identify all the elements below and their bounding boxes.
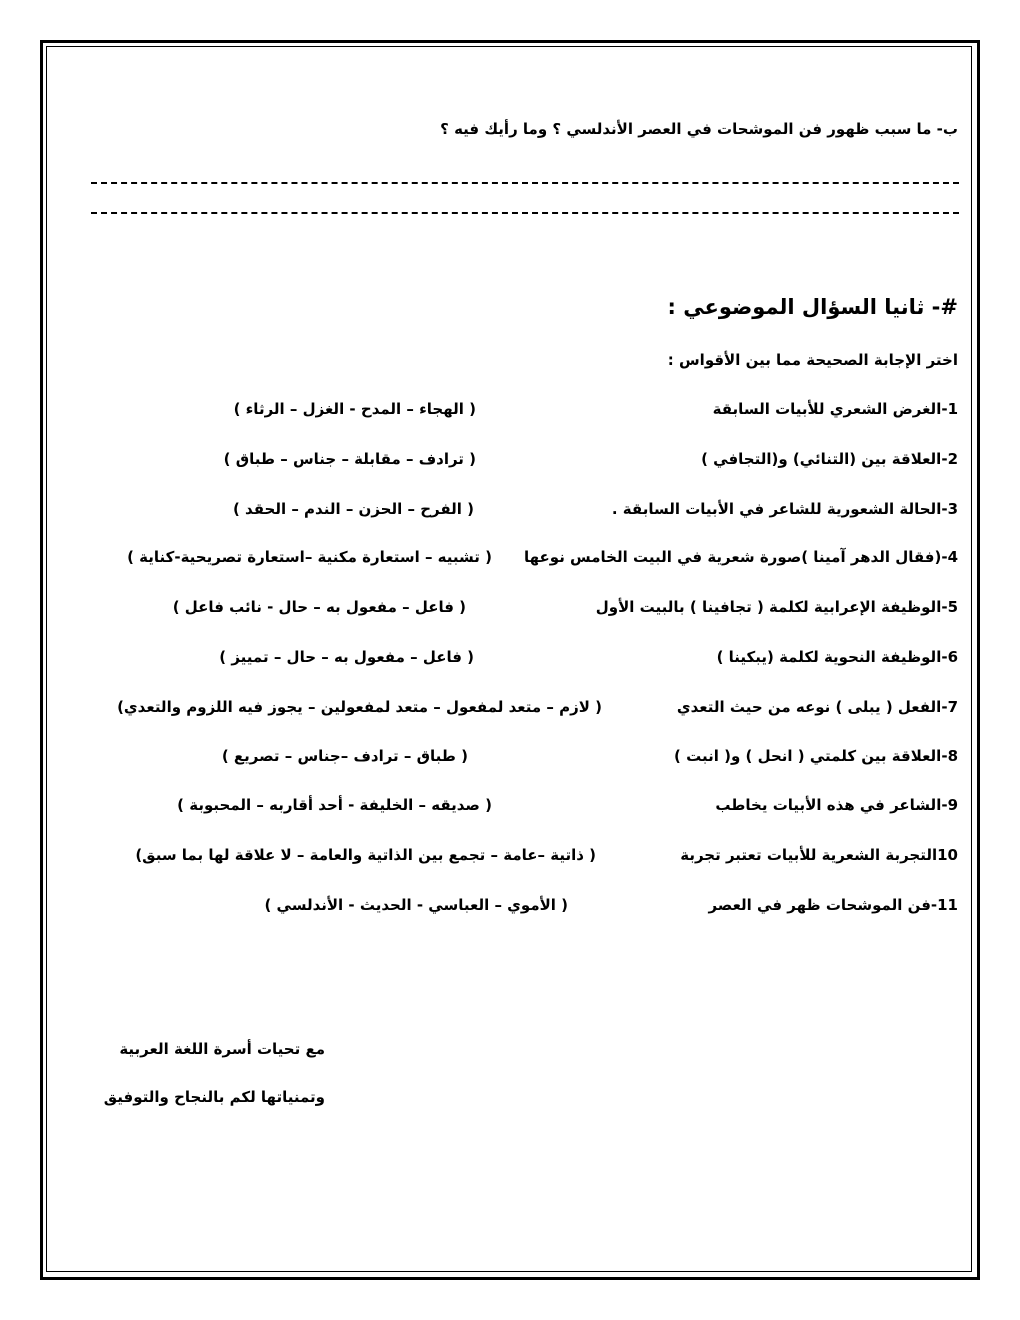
question-row — [0, 450, 1020, 476]
question-text: 2-العلاقة بين (التنائي) و(التجافي ) — [701, 450, 958, 468]
question-options: ( صديقه – الخليفة - أحد أقاربه – المحبوبة ) — [177, 796, 492, 814]
question-options: ( ترادف – مقابلة – جناس – طباق ) — [223, 450, 476, 468]
question-options: ( الفرح – الحزن – الندم – الحقد ) — [232, 500, 474, 518]
question-options: ( طباق – ترادف –جناس – تصريع ) — [221, 747, 468, 765]
closing-greeting: مع تحيات أسرة اللغة العربية — [119, 1040, 325, 1058]
question-row — [0, 648, 1020, 674]
question-row — [0, 500, 1020, 526]
question-text: 11-فن الموشحات ظهر في العصر — [708, 896, 958, 914]
answer-line-2 — [91, 212, 959, 214]
question-text: 8-العلاقة بين كلمتي ( انحل ) و( انبت ) — [674, 747, 958, 765]
question-row — [0, 747, 1020, 773]
question-text: 10التجربة الشعرية للأبيات تعتبر تجربة — [680, 846, 958, 864]
question-options: ( فاعل – مفعول به – حال – تمييز ) — [219, 648, 474, 666]
question-options: ( لازم – متعد لمفعول – متعد لمفعولين – يجوز فيه اللزوم والتعدي) — [117, 698, 602, 716]
question-row — [0, 548, 1020, 574]
question-text: 6-الوظيفة النحوية لكلمة (يبكينا ) — [716, 648, 958, 666]
question-row — [0, 846, 1020, 872]
question-row — [0, 896, 1020, 922]
question-row — [0, 796, 1020, 822]
question-row — [0, 698, 1020, 724]
question-options: ( الهجاء – المدح - الغزل – الرثاء ) — [233, 400, 476, 418]
closing-wishes: وتمنياتها لكم بالنجاح والتوفيق — [103, 1088, 325, 1106]
question-options: ( فاعل – مفعول به – حال - نائب فاعل ) — [172, 598, 466, 616]
instruction: اختر الإجابة الصحيحة مما بين الأقواس : — [667, 351, 958, 369]
question-options: ( الأموي – العباسي - الحديث - الأندلسي ) — [264, 896, 568, 914]
question-row — [0, 598, 1020, 624]
question-options: ( ذاتية –عامة – تجمع بين الذاتية والعامة – لا علاقة لها بما سبق) — [135, 846, 596, 864]
question-text: 7-الفعل ( يبلى ) نوعه من حيث التعدي — [676, 698, 958, 716]
section-title: #- ثانيا السؤال الموضوعي : — [667, 295, 958, 319]
question-text: 9-الشاعر في هذه الأبيات يخاطب — [715, 796, 958, 814]
question-text: 5-الوظيفة الإعرابية لكلمة ( تجافينا ) بالبيت الأول — [595, 598, 958, 616]
essay-question: ب- ما سبب ظهور فن الموشحات في العصر الأندلسي ؟ وما رأيك فيه ؟ — [440, 120, 958, 138]
question-text: 3-الحالة الشعورية للشاعر في الأبيات السابقة . — [611, 500, 958, 518]
question-options: ( تشبيه – استعارة مكنية –استعارة تصريحية-كناية ) — [127, 548, 492, 566]
question-text: 4-(فقال الدهر آمينا )صورة شعرية في البيت الخامس نوعها — [524, 548, 958, 566]
question-row — [0, 400, 1020, 426]
answer-line-1 — [91, 182, 959, 184]
question-text: 1-الغرض الشعري للأبيات السابقة — [712, 400, 958, 418]
